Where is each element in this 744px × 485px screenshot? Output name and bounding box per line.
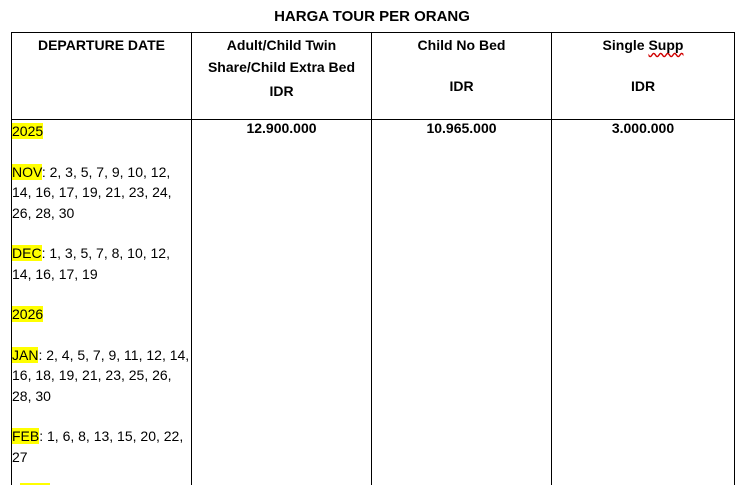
- nov-dates: : 2, 3, 5, 7, 9, 10, 12, 14, 16, 17, 19, 21, 23, 24, 26, 28, 30: [12, 163, 172, 221]
- header-single-currency: IDR: [630, 78, 656, 94]
- year-2026: 2026: [12, 306, 44, 322]
- header-adult-line1: Adult/Child Twin: [226, 37, 337, 53]
- header-child-no-bed: [372, 33, 552, 120]
- year-2025: 2025: [12, 123, 44, 139]
- header-departure-label: DEPARTURE DATE: [37, 37, 166, 53]
- header-adult-line2: Share/Child Extra Bed: [207, 59, 356, 75]
- month-feb: FEB: [12, 428, 40, 444]
- header-child-label: Child No Bed: [417, 37, 506, 53]
- month-nov: NOV: [12, 163, 42, 180]
- header-child-currency: IDR: [449, 78, 474, 94]
- month-jan: JAN: [12, 346, 39, 363]
- header-single-supp: [552, 33, 735, 120]
- feb-dates: : 1, 6, 8, 13, 15, 20, 22, 27: [12, 428, 184, 465]
- header-departure-date: [12, 33, 192, 120]
- adult-price: 12.900.000: [246, 120, 317, 136]
- data-row: [12, 120, 735, 485]
- jan-dates: : 2, 4, 5, 7, 9, 11, 12, 14, 16, 18, 19, 21, 23, 25, 26, 28, 30: [12, 346, 190, 404]
- header-single-word: Single: [602, 37, 645, 53]
- departure-dates-cell: [12, 120, 192, 485]
- price-table: [11, 32, 735, 485]
- header-supp-word: Supp: [648, 37, 684, 53]
- page-title: HARGA TOUR PER ORANG: [274, 8, 470, 25]
- month-dec: DEC: [12, 245, 42, 261]
- header-single-label: [552, 34, 734, 56]
- header-row: [12, 33, 735, 120]
- adult-price-cell: [192, 120, 372, 485]
- dec-dates: : 1, 3, 5, 7, 8, 10, 12, 14, 16, 17, 19: [12, 245, 170, 282]
- single-supp-price: 3.000.000: [611, 120, 675, 136]
- child-no-bed-price: 10.965.000: [426, 120, 497, 136]
- child-no-bed-price-cell: [372, 120, 552, 485]
- header-adult-currency: IDR: [269, 83, 294, 99]
- single-supp-price-cell: [552, 120, 735, 485]
- header-adult-twin-share: [192, 33, 372, 120]
